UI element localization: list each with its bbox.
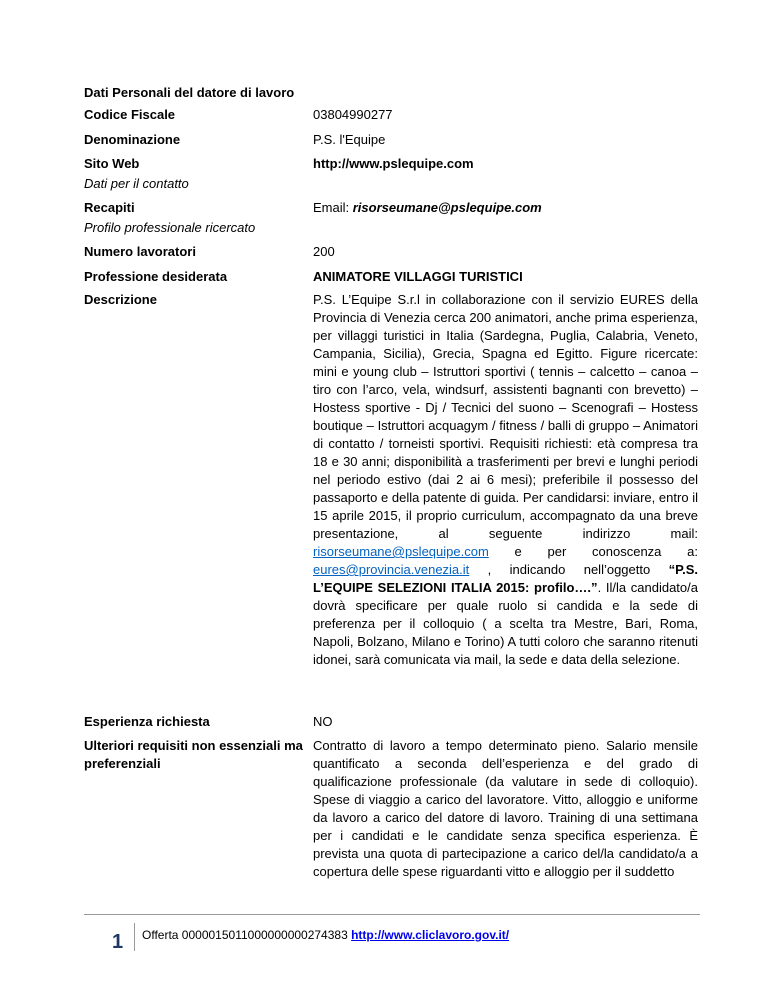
footer-text — [142, 927, 509, 943]
descrizione-subject: “P.S. L’EQUIPE SELEZIONI ITALIA 2015: profilo….” — [313, 562, 698, 595]
numero-lavoratori-label: Numero lavoratori — [84, 244, 196, 259]
profilo-subheading: Profilo professionale ricercato — [84, 220, 256, 235]
page-footer — [84, 914, 700, 951]
descrizione-text-1: P.S. L’Equipe S.r.l in collaborazione con il servizio EURES della Provincia di Venezia cerca 200 animatori, anche prima esperienza, per villaggi turistici in Italia (Sardegna, Puglia, Calabria, Veneto, Campania, Sicilia), Grecia, Spagna ed Egitto. Figure ricercate: mini e young club – Istruttori sportivi ( tennis – calcetto – canoa – tiro con l’arco, vela, windsurf, assistenti bagnanti con brevetto) – Hostess sportive - Dj / Tecnici del suono – Scenografi – Hostess boutique – Istruttori acquagym / fitness / balli di gruppo – Animatori di contatto / torneisti sportivi. Requisiti richiesti: età compresa tra 18 e 30 anni; disponibilità a trasferimenti per brevi e lunghi periodi nel periodo estivo (dai 2 ai 6 mesi); preferibile il possesso del passaporto e della patente di guida. Per candidarsi: inviare, entro il 15 aprile 2015, il proprio curriculum, accompagnato da una breve presentazione, al seguente indirizzo mail: — [313, 292, 698, 541]
codice-fiscale-label: Codice Fiscale — [84, 107, 176, 122]
numero-lavoratori-value: 200 — [313, 244, 335, 259]
professione-value: ANIMATORE VILLAGGI TURISTICI — [313, 269, 523, 284]
recapiti-value — [313, 199, 698, 217]
denominazione-value: P.S. l'Equipe — [313, 132, 386, 147]
section-title: Dati Personali del datore di lavoro — [84, 85, 295, 100]
cliclavoro-link[interactable]: http://www.cliclavoro.gov.it/ — [351, 928, 510, 942]
page-number: 1 — [112, 931, 124, 953]
codice-fiscale-value: 03804990277 — [313, 107, 393, 122]
descrizione-text-3: , indicando nell’oggetto — [469, 562, 669, 577]
professione-label: Professione desiderata — [84, 269, 228, 284]
offer-id: Offerta 0000015011000000000274383 — [142, 928, 352, 942]
descrizione-email-link[interactable]: risorseumane@pslequipe.com — [313, 544, 489, 559]
ulteriori-value: Contratto di lavoro a tempo determinato pieno. Salario mensile quantificato a seconda dell’esperienza e del grado di qualificazione professionale (da valutare in sede di colloquio). Spese di viaggio a carico del lavoratore. Vitto, alloggio e uniforme da lavoro a carico del datore di lavoro. Training di una settimana per i candidati e le candidate senza specifica esperienza. È prevista una quota di partecipazione a carico del/la candidato/a a copertura delle spese riguardanti vitto e alloggio per il suddetto — [313, 738, 698, 879]
recapiti-email[interactable]: risorseumane@pslequipe.com — [352, 200, 542, 215]
descrizione-text-2: e per conoscenza a: — [488, 544, 698, 559]
esperienza-value: NO — [313, 714, 333, 729]
descrizione-text-4: . Il/la candidato/a dovrà specificare per quale ruolo si candida e la sede di preferenza per il colloquio ( a scelta tra Mestre, Bari, Roma, Napoli, Bolzano, Milano e Torino) A tutti coloro che saranno ritenuti idonei, sarà comunicata via mail, la sede e data della selezione. — [313, 580, 698, 667]
sito-web-label: Sito Web — [84, 156, 140, 171]
sito-web-value[interactable]: http://www.pslequipe.com — [313, 156, 474, 171]
footer-divider — [134, 923, 135, 951]
descrizione-label: Descrizione — [84, 292, 157, 307]
descrizione-value — [313, 291, 698, 669]
recapiti-label: Recapiti — [84, 200, 135, 215]
esperienza-label: Esperienza richiesta — [84, 714, 210, 729]
denominazione-label: Denominazione — [84, 132, 181, 147]
eures-email-link[interactable]: eures@provincia.venezia.it — [313, 562, 470, 577]
ulteriori-label: Ulteriori requisiti non essenziali ma preferenziali — [84, 738, 303, 771]
email-prefix: Email: — [313, 200, 353, 215]
dati-contatto-subheading: Dati per il contatto — [84, 176, 189, 191]
